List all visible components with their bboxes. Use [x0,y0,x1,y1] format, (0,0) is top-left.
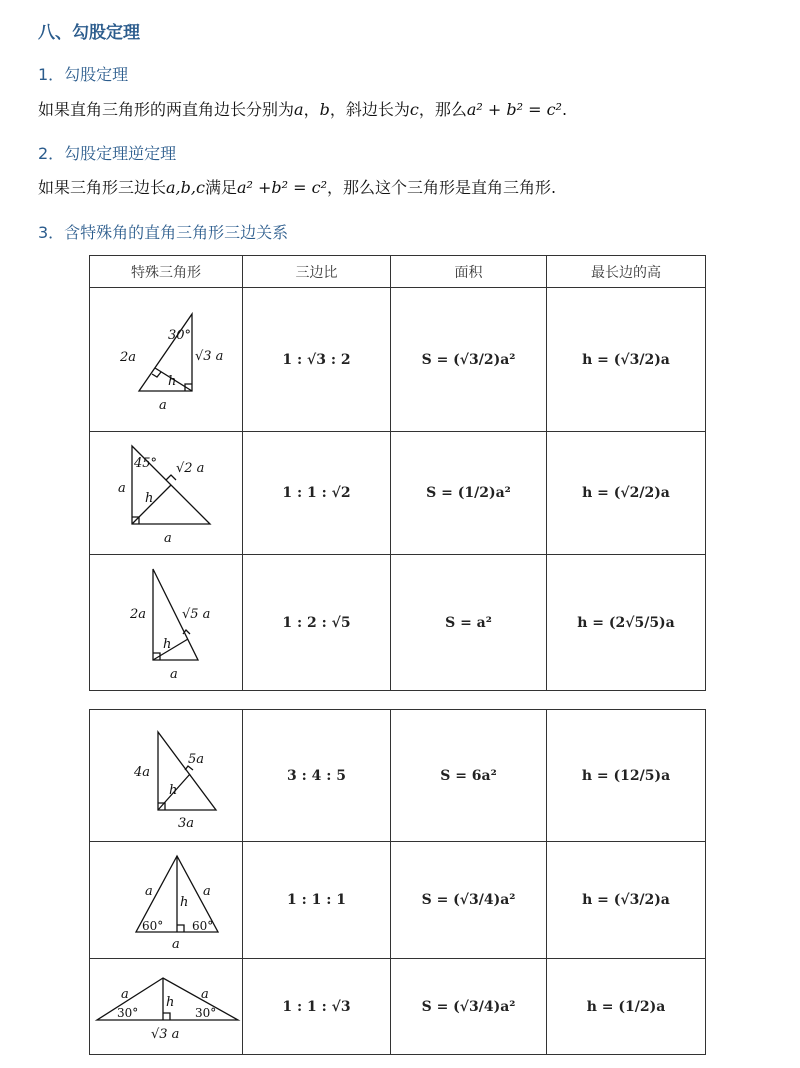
fig3-label-a: a [170,667,178,682]
fig2-label-h: h [145,491,154,506]
fig6-label-a-right: a [201,986,209,1002]
triangle-30-60-90-figure [90,288,243,432]
pythagorean-formula: a² + b² = c² [466,100,562,119]
fig2-label-angle: 45° [134,456,158,471]
fig1-label-sqrt3a: √3 a [195,349,224,364]
section-title: 八、勾股定理 [38,23,140,43]
area-cell: S = (√3/4)a² [391,959,547,1055]
isosceles-120-triangle-figure [90,959,243,1055]
fig1-label-angle: 30° [168,328,192,343]
heading-special-triangles: 3．含特殊角的直角三角形三边关系 [38,223,289,242]
fig5-label-angle-left: 60° [142,918,164,933]
height-cell: h = (1/2)a [547,959,706,1055]
header-longest-side-height: 最长边的高 [547,256,706,288]
area-cell: S = (√3/2)a² [391,288,547,432]
height-cell: h = (√3/2)a [547,842,706,959]
fig3-label-2a: 2a [130,607,147,622]
heading-converse-theorem: 2．勾股定理逆定理 [38,144,177,163]
equilateral-triangle-figure [90,842,243,959]
ratio-cell: 1 : √3 : 2 [243,288,391,432]
fig5-label-h: h [180,894,189,910]
fig3-label-h: h [163,637,172,652]
fig6-label-angle-left: 30° [117,1005,139,1020]
header-special-triangle: 特殊三角形 [90,256,243,288]
height-cell: h = (12/5)a [547,710,706,842]
triangle-3-4-5-figure [90,710,243,842]
special-triangles-table-2 [89,709,706,1055]
pythagorean-statement: 如果直角三角形的两直角边长分别为a，b，斜边长为c，那么a² + b² = c². [38,100,568,119]
height-cell: h = (√3/2)a [547,288,706,432]
converse-statement: 如果三角形三边长a,b,c满足a² +b² = c²，那么这个三角形是直角三角形. [38,178,557,197]
converse-formula: a² +b² = c² [236,178,328,197]
fig1-label-a: a [159,398,167,413]
special-triangles-table-1 [89,255,706,691]
area-cell: S = 6a² [391,710,547,842]
fig2-label-a-left: a [118,481,126,496]
ratio-cell: 1 : 1 : 1 [243,842,391,959]
height-cell: h = (√2/2)a [547,432,706,555]
ratio-cell: 1 : 1 : √2 [243,432,391,555]
fig4-label-5a: 5a [188,751,205,767]
fig6-label-sqrt3a: √3 a [151,1026,180,1042]
ratio-cell: 3 : 4 : 5 [243,710,391,842]
ratio-cell: 1 : 1 : √3 [243,959,391,1055]
fig2-label-a-bottom: a [164,531,172,546]
area-cell: S = (√3/4)a² [391,842,547,959]
fig5-label-angle-right: 60° [192,918,214,933]
header-side-ratio: 三边比 [243,256,391,288]
fig6-label-a-left: a [121,986,129,1002]
fig6-label-angle-right: 30° [195,1005,217,1020]
fig5-label-a-right: a [203,883,211,899]
heading-pythagorean-theorem: 1．勾股定理 [38,65,129,84]
ratio-cell: 1 : 2 : √5 [243,555,391,691]
fig6-label-h: h [166,994,175,1010]
area-cell: S = a² [391,555,547,691]
fig4-label-h: h [169,782,178,798]
fig1-label-2a: 2a [120,350,137,365]
fig5-label-a-bottom: a [172,936,180,952]
area-cell: S = (1/2)a² [391,432,547,555]
fig1-label-h: h [168,374,177,389]
fig3-label-sqrt5a: √5 a [182,607,211,622]
triangle-45-45-90-figure [90,432,243,555]
height-cell: h = (2√5/5)a [547,555,706,691]
fig4-label-4a: 4a [134,764,151,780]
fig2-label-sqrt2a: √2 a [176,461,205,476]
fig5-label-a-left: a [145,883,153,899]
fig4-label-3a: 3a [178,815,195,831]
triangle-1-2-sqrt5-figure [90,555,243,691]
header-area: 面积 [391,256,547,288]
